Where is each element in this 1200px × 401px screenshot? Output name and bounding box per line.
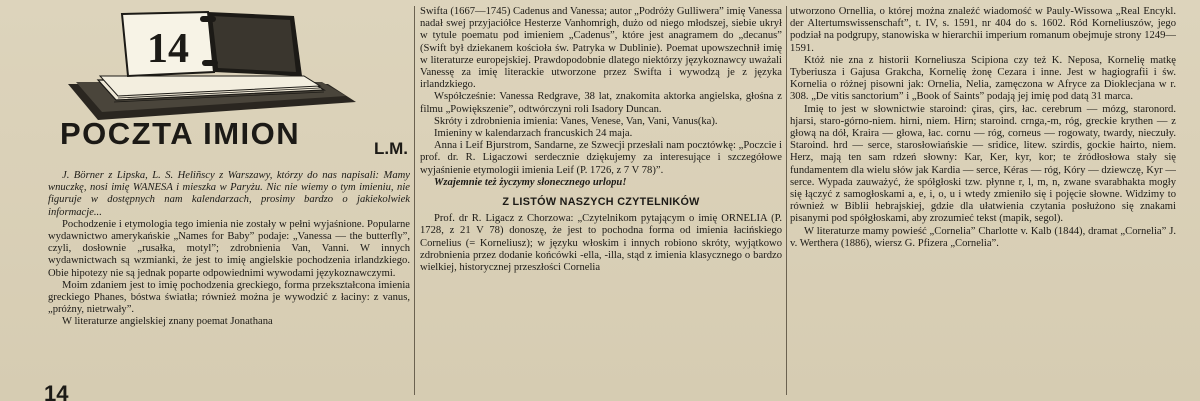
paragraph: Imię to jest w słownictwie staroind: çiras, çirs, łac. cerebrum — mózg, staronord. hjarsi, staro-górno-niem. hirni, niem. Hirn; staroind. crnga,-m, róg, greckie krythen — z głową na dół, Kraira — głowa, łac. cornu — róg, corneus — rogowaty, twardy, nieczuły. Staroind. hrd — serce, starosłowiańskie — sridice, litew. szirdis, gockie hairto, niem. Herz, mają ten sam rdzeń słowny: Kar, Ker, kyr, kor; te źródłosłowa stały się fundamentem dla wielu słów jak Kardia — serce, Kéras — róg, Kóry — dziewczę, Kyr — serce. Wypada zauważyć, że spółgłoski tzw. płynne r, l, m, n, zwane svarabhakta mogły się łączyć z samogłoskami a, e, i, o, u i wtedy zmieniło się i pojęcie słowne. Widzimy to również w Biblii hebrajskiej, gdzie dla ułatwienia czytania posłużono się znakami pisanymi pod spółgłoskami, aby zrozumieć tekst (mapik, segol). [790, 103, 1176, 225]
column-header [48, 0, 410, 170]
paragraph: Wzajemnie też życzymy słonecznego urlopu! [434, 176, 627, 188]
column-divider [414, 6, 415, 395]
paragraph: Prof. dr R. Ligacz z Chorzowa: „Czytelnikom pytającym o imię ORNELIA (P. 1728, z 21 V 78) donoszę, że jest to pochodna forma od imienia łacińskiego Cornelius (= Korneliusz); w języku włoskim i innych robiono skróty, wyjątkowo zdrobnienia przez dodanie końcówki -ella, -illa, stąd z imienia klasycznego o bardzo wielkiej, historycznej przeszłości Cornelia [420, 213, 782, 274]
calendar-day-number: 14 [147, 26, 189, 72]
author-initials: L.M. [374, 139, 408, 158]
column-divider [786, 6, 787, 395]
column-2 [420, 6, 782, 397]
paragraph: Któż nie zna z historii Korneliusza Scipiona czy też K. Neposa, Kornelię matkę Tyberiusza i Gajusa Grakcha, Kornelię żonę Cezara i inne. Jest w hagiografii i św. Kornelia o różnej pisowni jak: Ornelia, Nelia, zamęczona w Afryce za Dioklecjana w r. 308. „De vitis sanctorium” i „Book of Saints” podają jej imię pod datą 31 marca. [790, 54, 1176, 103]
paragraph: Skróty i zdrobnienia imienia: Vanes, Venese, Van, Vani, Vanus(ka). [434, 115, 718, 127]
reader-letter-intro: J. Börner z Lipska, L. S. Heliñscy z Warszawy, którzy do nas napisali: Mamy wnuczkę, nosi imię WANESA i mieszka w Paryżu. Nic nie wiemy o tym imieniu, nie figuruje w dostępnych nam kalendarzach, prosimy bardzo o jakiekolwiek informacje... [48, 170, 410, 218]
paragraph: Współcześnie: Vanessa Redgrave, 38 lat, znakomita aktorka angielska, głośna z filmu „Powiększenie”, odtwórczyni roli Isadory Duncan. [420, 91, 782, 115]
section-subheading: Z LISTÓW NASZYCH CZYTELNIKÓW [502, 196, 700, 209]
paragraph: Pochodzenie i etymologia tego imienia nie zostały w pełni wyjaśnione. Popularne wydawnictwo amerykańskie „Names for Baby” podaje: „Vanessa — the butterfly”, czyli, dosłownie „rusałka, motyl”; zdrobnienia Van, Vanni. W innych wydawnictwach są wzmianki, że jest to imię angielskie pochodzenia irlandzkiego. Obie hipotezy nie są jednak poparte odpowiednimi wywodami językoznawczymi. [48, 218, 410, 279]
paragraph: Imieniny w kalendarzach francuskich 24 maja. [434, 128, 633, 140]
page-title: POCZTA IMION [60, 116, 301, 151]
page-number: 14 [44, 381, 69, 401]
paragraph: W literaturze angielskiej znany poemat Jonathana [62, 316, 273, 328]
calendar-illustration [58, 6, 358, 124]
paragraph: W literaturze mamy powieść „Cornelia” Charlotte v. Kalb (1844), dramat „Cornelia” J. v. Werthera (1886), wiersz G. Pfizera „Cornelia”. [790, 225, 1176, 249]
column-1 [48, 0, 410, 397]
paragraph: Swifta (1667—1745) Cadenus and Vanessa; autor „Podróży Gulliwera” imię Vanessa nadał swej przyjaciółce Hesterze Vanhomrigh, dużo od niego młodszej, siebie ukrył w tytule poematu pod imieniem „Cadenus”, które jest anagramem do „decanus” (Swift był dziekanem kościoła św. Patryka w Dublinie). Poemat upowszechnił imię w literaturze europejskiej. Prawdopodobnie dlatego niektórzy językoznawcy uważali Vanessę za imię literackie utworzone przez Swifta i wywodzą je z języka irlandzkiego. [420, 6, 782, 91]
paragraph: Anna i Leif Bjurstrom, Sandarne, ze Szwecji przesłali nam pocztówkę: „Poczcie i prof. dr. R. Ligaczowi serdecznie dziękujemy za interesujące i szczegółowe wyjaśnienie etymologii imienia Leif (P. 1726, z 7 V 78)”. [420, 140, 782, 176]
paragraph: utworzono Ornellia, o której można znaleźć wiadomość w Pauly-Wissowa „Real Encykl. der Altertumswissenschaft”, t. IV, s. 1591, nr 404 do s. 1602. Ród Korneliuszów, jego podział na podgrupy, stanowiska w hierarchii imperium romanum obejmuje strony 1249—1591. [790, 6, 1176, 54]
paragraph: Moim zdaniem jest to imię pochodzenia greckiego, forma przekształcona imienia greckiego Phanes, bóstwa światła; również można je wywodzić z łaciny: z vanus, „próżny, nietrwały”. [48, 279, 410, 316]
column-3 [790, 6, 1176, 397]
